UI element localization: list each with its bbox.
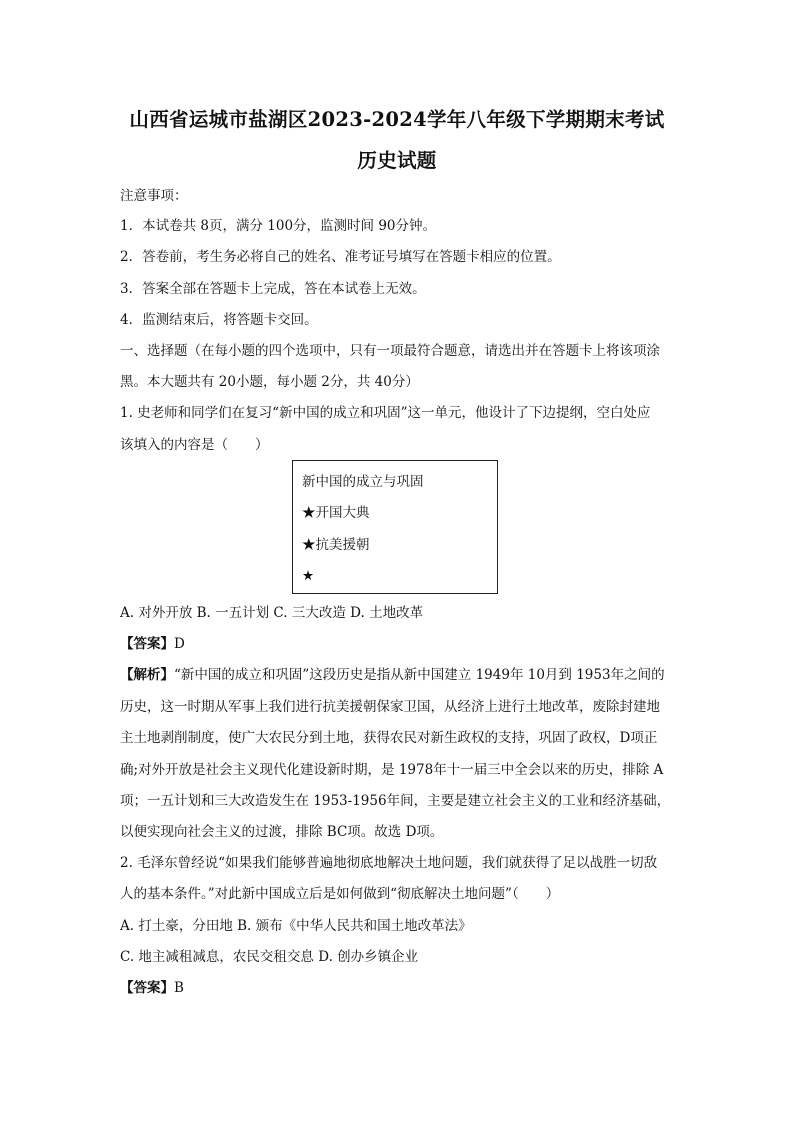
answer-label: 【答案】: [120, 980, 174, 996]
q1-analysis-line-6: 以便实现向社会主义的过渡，排除 BC项。故选 D项。: [120, 824, 444, 840]
q1-analysis-line-4: 确;对外开放是社会主义现代化建设新时期，是 1978年十一届三中全会以来的历史，排除 A: [120, 762, 664, 778]
q1-answer: [120, 634, 680, 654]
q1-analysis-line-3: 主土地剥削制度，使广大农民分到土地，获得农民对新生政权的支持，巩固了政权，D项正: [120, 730, 658, 746]
note-3: 3．答案全部在答题卡上完成，答在本试卷上无效。: [120, 281, 426, 297]
q2-options-line-1: A. 打土豪，分田地 B. 颁布《中华人民共和国土地改革法》: [120, 918, 472, 934]
section-heading-line-2: 黑。本大题共有 20小题，每小题 2分，共 40分）: [120, 374, 419, 390]
outline-item-1: ★开国大典: [302, 505, 370, 521]
answer-value: B: [174, 980, 184, 996]
q2-options-line-2: C. 地主减租减息，农民交租交息 D. 创办乡镇企业: [120, 949, 419, 965]
outline-item-2: ★抗美援朝: [302, 537, 370, 553]
q1-stem-line-1: 1. 史老师和同学们在复习“新中国的成立和巩固”这一单元，他设计了下边提纲，空白处应: [120, 405, 651, 421]
q1-outline-box: [292, 460, 498, 594]
note-2: 2．答卷前，考生务必将自己的姓名、准考证号填写在答题卡相应的位置。: [120, 249, 561, 265]
q1-analysis-line-2: 历史，这一时期从军事上我们进行抗美援朝保家卫国，从经济上进行土地改革，废除封建地: [120, 699, 660, 715]
q1-analysis-line-1: [120, 665, 680, 685]
answer-value: D: [174, 636, 185, 652]
answer-label: 【答案】: [120, 636, 174, 652]
analysis-text: “新中国的成立和巩固”这段历史是指从新中国建立 1949年 10月到 1953年之间的: [174, 667, 665, 683]
section-heading-line-1: 一、选择题（在每小题的四个选项中，只有一项最符合题意，请选出并在答题卡上将该项涂: [120, 343, 660, 359]
q2-stem-line-1: 2. 毛泽东曾经说“如果我们能够普遍地彻底地解决土地问题，我们就获得了足以战胜一切敌: [120, 855, 658, 871]
title-line-2: 历史试题: [357, 149, 437, 172]
outline-title: 新中国的成立与巩固: [302, 474, 424, 490]
analysis-label: 【解析】: [120, 667, 174, 683]
q2-answer: [120, 978, 680, 998]
q1-options: A. 对外开放 B. 一五计划 C. 三大改造 D. 土地改革: [120, 605, 424, 621]
note-4: 4．监测结束后，将答题卡交回。: [120, 312, 318, 328]
note-1: 1．本试卷共 8页，满分 100分，监测时间 90分钟。: [120, 218, 436, 234]
notes-heading: 注意事项：: [120, 188, 188, 204]
q1-analysis-line-5: 项；一五计划和三大改造发生在 1953-1956年间，主要是建立社会主义的工业和经济基础，: [120, 793, 671, 809]
q1-stem-line-2: 该填入的内容是（ ）: [120, 437, 269, 453]
outline-item-3: ★: [302, 568, 315, 584]
title-line-1: 山西省运城市盐湖区2023-2024学年八年级下学期期末考试: [129, 108, 665, 131]
q2-stem-line-2: 人的基本条件。”对此新中国成立后是如何做到“彻底解决土地问题”（ ）: [120, 886, 560, 902]
